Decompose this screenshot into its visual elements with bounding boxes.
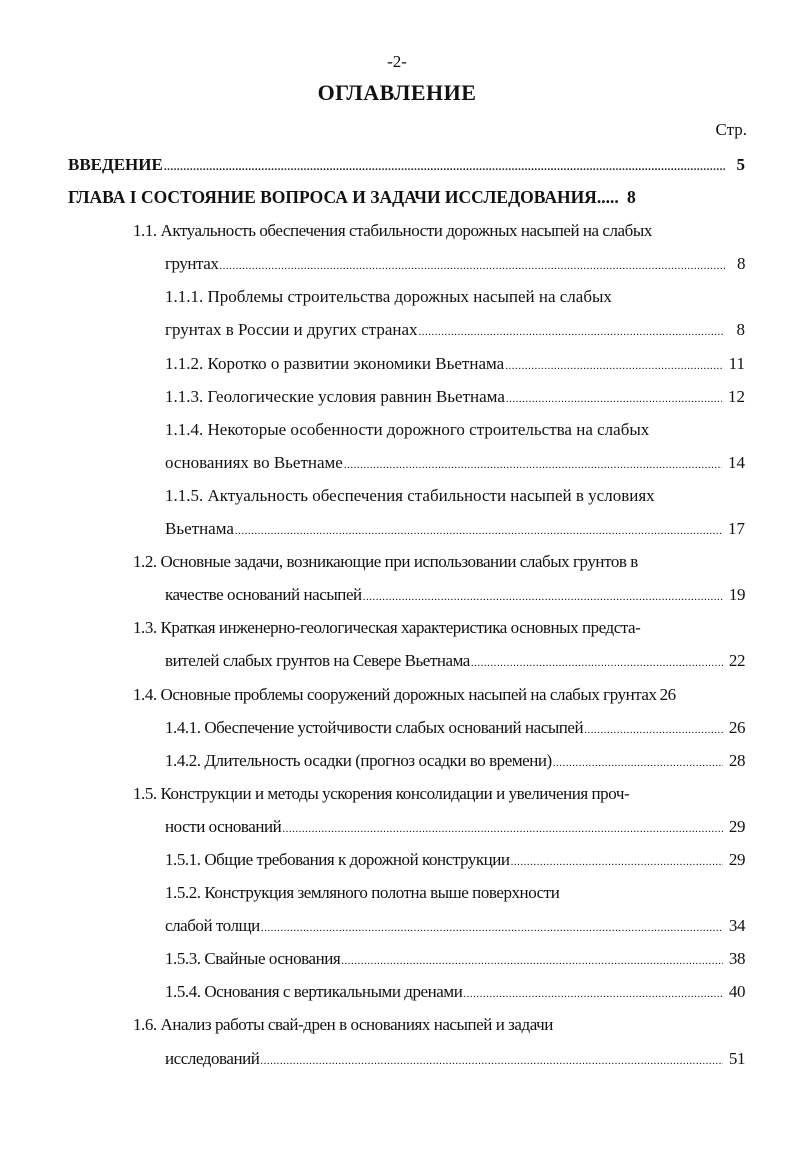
toc-entry [0,347,794,380]
toc-line [0,347,745,380]
toc-line [0,380,745,413]
page-column-header: Стр. [715,120,747,139]
toc-entry-title: ности оснований [165,816,282,836]
toc-entry [0,1008,794,1074]
toc-line [0,810,745,843]
toc-entry-title: 1.4.2. Длительность осадки (прогноз осадки во времени) [165,750,552,770]
dot-leader [344,449,722,482]
toc-line [0,942,745,975]
toc-page-number: 8 [736,320,745,340]
page-number: -2- [387,52,407,71]
toc-entry [0,876,794,942]
toc-line [0,148,745,181]
toc-entry-title: 1.2. Основные задачи, возникающие при использовании слабых грунтов в [133,552,638,572]
toc-page-number: 34 [728,916,745,936]
toc-page-number: 8 [626,187,636,208]
toc-entry-title: 1.1.3. Геологические условия равнин Вьетнама [165,386,505,406]
toc-entry [0,975,794,1008]
dot-leader [419,316,725,349]
toc-entry [0,479,794,545]
toc-page-number: 22 [728,651,745,671]
toc-page-number: 17 [728,519,745,539]
toc-entry-title: исследований [165,1048,260,1068]
toc-page-number: 26 [659,684,676,704]
toc-line [0,446,745,479]
toc-line [0,512,745,545]
toc-line [0,843,745,876]
toc-entry-title: вителей слабых грунтов на Севере Вьетнама [165,651,470,671]
dot-leader [511,846,723,879]
toc-page-number: 40 [728,982,745,1002]
toc-entry [0,744,794,777]
toc-line [0,644,745,677]
dot-leader [505,350,722,383]
toc-line [0,247,745,280]
dot-leader [363,581,723,614]
toc-entry-title: грунтах в России и других странах [165,320,418,340]
toc-line [0,578,745,611]
toc-page-number: 38 [728,949,745,969]
dot-leader [584,714,723,747]
dot-leader [261,912,723,945]
toc-entry-title: 1.5.1. Общие требования к дорожной конструкции [165,849,510,869]
dot-leader [553,747,723,780]
toc-line [0,909,745,942]
toc-line [0,678,745,711]
toc-entry-title: 1.4.1. Обеспечение устойчивости слабых оснований насыпей [165,717,584,737]
toc-entry [0,843,794,876]
dot-leader [260,1045,723,1078]
toc-page-number: 28 [728,750,745,770]
toc-line [0,413,745,446]
toc-line [0,711,745,744]
toc-line [0,545,745,578]
toc-entry-title: 1.1.4. Некоторые особенности дорожного строительства на слабых [165,419,650,439]
toc-entry [0,545,794,611]
toc-entry-title: 1.5.2. Конструкция земляного полотна выше поверхности [165,883,560,903]
toc-entry [0,181,794,214]
toc-entry-title: 1.5.4. Основания с вертикальными дренами [165,982,463,1002]
toc-entry-title: 1.1.2. Коротко о развитии экономики Вьетнама [165,353,505,373]
toc-entry [0,148,794,181]
toc-line [0,777,745,810]
toc-page-number: 14 [728,452,745,472]
dot-leader [463,978,723,1011]
toc-entry-title: 1.1.5. Актуальность обеспечения стабильности насыпей в условиях [165,485,655,505]
toc-entry [0,280,794,346]
toc-entry-title: ГЛАВА I СОСТОЯНИЕ ВОПРОСА И ЗАДАЧИ ИССЛЕДОВАНИЯ..... [68,187,619,208]
toc-entry [0,611,794,677]
toc-entry-title: ВВЕДЕНИЕ [68,155,163,174]
toc-entry [0,413,794,479]
dot-leader [341,945,723,978]
toc-line [0,479,745,512]
toc-entry-title: 1.4. Основные проблемы сооружений дорожных насыпей на слабых грунтах [133,684,657,704]
toc-entry [0,214,794,280]
toc-line [0,313,745,346]
toc-entry-title: 1.5. Конструкции и методы ускорения консолидации и увеличения проч- [133,783,630,803]
toc-entry [0,380,794,413]
toc-line [0,876,745,909]
page-title: ОГЛАВЛЕНИЕ [317,80,477,105]
toc-page-number: 29 [728,816,745,836]
toc-entry-title: 1.5.3. Свайные основания [165,949,341,969]
toc-entry [0,777,794,843]
dot-leader [506,383,722,416]
toc-entry-title: Вьетнама [165,519,234,539]
toc-line [0,1042,745,1075]
toc-entry [0,942,794,975]
toc-line [0,214,745,247]
toc-line [0,181,745,214]
table-of-contents [0,148,794,1075]
toc-entry-title: 1.1.1. Проблемы строительства дорожных насыпей на слабых [165,287,612,307]
toc-page-number: 29 [728,849,745,869]
toc-page-number: 26 [728,717,745,737]
toc-entry-title: слабой толщи [165,916,260,936]
dot-leader [235,515,722,548]
toc-page-number: 51 [728,1048,745,1068]
toc-entry-title: основаниях во Вьетнаме [165,452,343,472]
toc-entry [0,678,794,711]
toc-entry-title: 1.3. Краткая инженерно-геологическая характеристика основных предста- [133,618,641,638]
dot-leader [219,250,725,283]
toc-page-number: 8 [736,254,745,274]
toc-entry-title: грунтах [165,254,219,274]
toc-entry [0,711,794,744]
dot-leader [282,813,723,846]
toc-line [0,611,745,644]
toc-entry-title: 1.1. Актуальность обеспечения стабильности дорожных насыпей на слабых [133,221,652,241]
toc-page-number: 12 [728,386,745,406]
dot-leader [471,647,723,680]
toc-line [0,975,745,1008]
toc-entry-title: качестве оснований насыпей [165,585,362,605]
toc-page-number: 19 [728,585,745,605]
toc-page-number: 11 [728,353,745,373]
toc-line [0,280,745,313]
toc-line [0,1008,745,1041]
toc-line [0,744,745,777]
toc-page-number: 5 [736,155,745,174]
dot-leader [164,151,725,184]
toc-entry-title: 1.6. Анализ работы свай-дрен в основаниях насыпей и задачи [133,1015,553,1035]
